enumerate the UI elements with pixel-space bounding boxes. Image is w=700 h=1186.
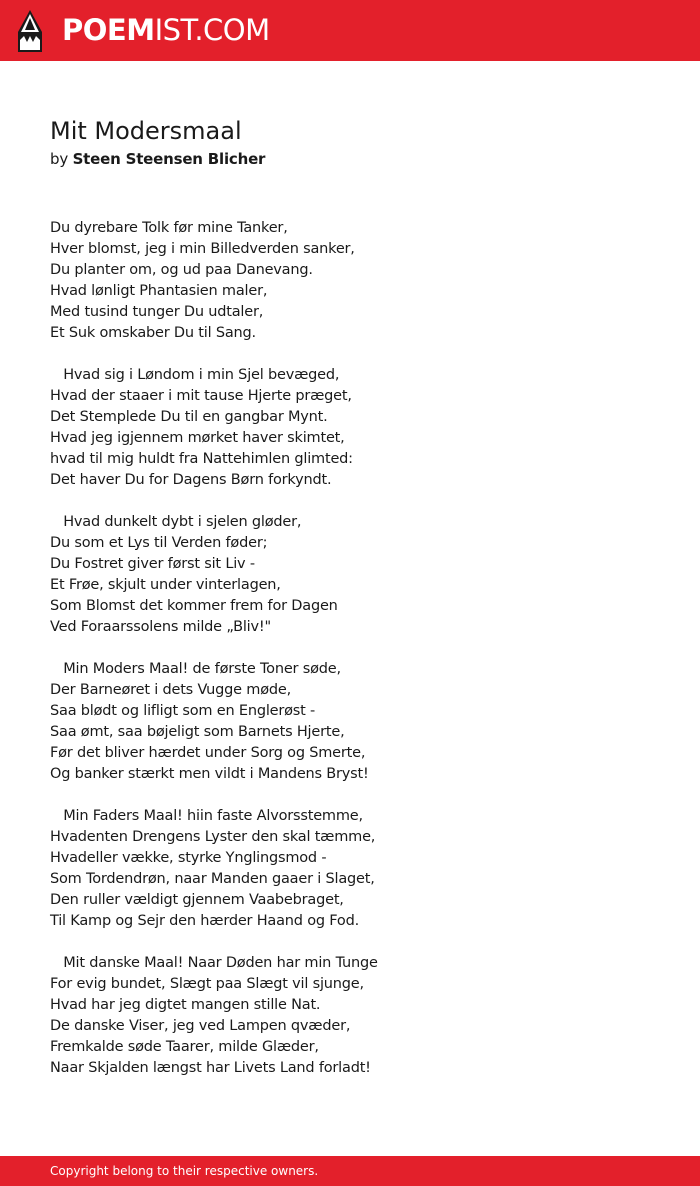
poem-line: Den ruller vældigt gjennem Vaabebraget, xyxy=(50,892,344,908)
poem-line: Du Fostret giver først sit Liv - xyxy=(50,556,255,572)
poem-line: Fremkalde søde Taarer, milde Glæder, xyxy=(50,1039,319,1055)
poem-line: Saa blødt og lifligt som en Englerøst - xyxy=(50,703,316,719)
poem-line xyxy=(50,491,650,512)
poem-line: Mit danske Maal! Naar Døden har min Tunge xyxy=(50,955,378,971)
poem-author: Steen Steensen Blicher xyxy=(72,150,266,168)
poem-line: Som Blomst det kommer frem for Dagen xyxy=(50,598,338,614)
poem-line: Hvad der staaer i mit tause Hjerte præget, xyxy=(50,388,352,404)
poem-line: Saa ømt, saa bøjeligt som Barnets Hjerte, xyxy=(50,724,345,740)
poem-line: Min Faders Maal! hiin faste Alvorsstemme, xyxy=(50,808,363,824)
poem-line: De danske Viser, jeg ved Lampen qvæder, xyxy=(50,1018,351,1034)
poem-body xyxy=(50,218,650,1079)
poem-line: Det haver Du for Dagens Børn forkyndt. xyxy=(50,472,332,488)
poem-line: Du dyrebare Tolk før mine Tanker, xyxy=(50,220,288,236)
poem-line: hvad til mig huldt fra Nattehimlen glimted: xyxy=(50,451,353,467)
poem-line: Du planter om, og ud paa Danevang. xyxy=(50,262,313,278)
poem-line: Et Frøe, skjult under vinterlagen, xyxy=(50,577,281,593)
copyright-text: Copyright belong to their respective owners. xyxy=(50,1164,319,1178)
by-label: by xyxy=(50,150,68,168)
poem-line: Du som et Lys til Verden føder; xyxy=(50,535,268,551)
poem-line: Hver blomst, jeg i min Billedverden sanker, xyxy=(50,241,355,257)
poem-line: Ved Foraarssolens milde „Bliv!" xyxy=(50,619,271,635)
poem-line xyxy=(50,344,650,365)
poem-line: For evig bundet, Slægt paa Slægt vil sjunge, xyxy=(50,976,364,992)
poem-line: Hvad jeg igjennem mørket haver skimtet, xyxy=(50,430,345,446)
poem-line xyxy=(50,932,650,953)
poem-line: Som Tordendrøn, naar Manden gaaer i Slaget, xyxy=(50,871,375,887)
poem-byline xyxy=(50,148,265,170)
poem-line: Før det bliver hærdet under Sorg og Smerte, xyxy=(50,745,366,761)
poem-line: Der Barneøret i dets Vugge møde, xyxy=(50,682,292,698)
poem-line: Det Stemplede Du til en gangbar Mynt. xyxy=(50,409,328,425)
poem-line: Hvadenten Drengens Lyster den skal tæmme, xyxy=(50,829,376,845)
poem-line: Til Kamp og Sejr den hærder Haand og Fod. xyxy=(50,913,359,929)
poem-line: Min Moders Maal! de første Toner søde, xyxy=(50,661,341,677)
poem-line xyxy=(50,638,650,659)
logo-light-text: IST.COM xyxy=(154,13,270,47)
poem-line: Naar Skjalden længst har Livets Land forladt! xyxy=(50,1060,371,1076)
site-logo[interactable] xyxy=(62,12,270,48)
site-header xyxy=(0,0,700,61)
poem-line: Hvadeller vække, styrke Ynglingsmod - xyxy=(50,850,327,866)
poem-line: Og banker stærkt men vildt i Mandens Bryst! xyxy=(50,766,369,782)
site-footer xyxy=(0,1156,700,1186)
poem-line: Hvad har jeg digtet mangen stille Nat. xyxy=(50,997,321,1013)
pen-nib-icon[interactable] xyxy=(18,10,42,52)
poem-line: Hvad sig i Løndom i min Sjel bevæged, xyxy=(50,367,340,383)
logo-bold-text: POEM xyxy=(62,13,155,47)
poem-line: Hvad dunkelt dybt i sjelen gløder, xyxy=(50,514,302,530)
poem-line: Hvad lønligt Phantasien maler, xyxy=(50,283,268,299)
poem-line: Med tusind tunger Du udtaler, xyxy=(50,304,264,320)
poem-line: Et Suk omskaber Du til Sang. xyxy=(50,325,256,341)
poem-line xyxy=(50,785,650,806)
poem-title: Mit Modersmaal xyxy=(50,117,242,145)
